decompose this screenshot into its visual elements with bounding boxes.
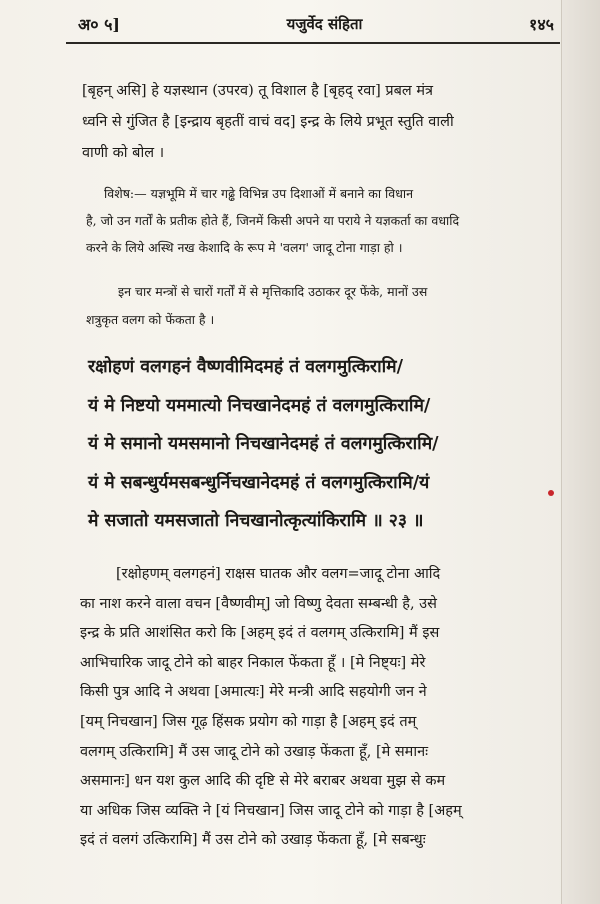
text-line: [यम् निचखान] जिस गूढ़ हिंसक प्रयोग को गाड़ा है [अहम् इदं तम्	[80, 713, 417, 730]
instruction-note	[86, 278, 556, 334]
text-line: विशेष:— यज्ञभूमि में चार गढ्ढे विभिन्न उप दिशाओं में बनाने का विधान	[104, 186, 414, 201]
text-line: [रक्षोहणम् वलगहनं] राक्षस घातक और वलग=जादू टोना आदि	[116, 566, 441, 582]
header-rule	[66, 42, 560, 44]
text-line: असमानः] धन यश कुल आदि की दृष्टि से मेरे बराबर अथवा मुझ से कम	[80, 773, 446, 790]
mantra-verse	[88, 348, 558, 541]
chapter-marker: अ० ५]	[78, 15, 121, 34]
text-line: का नाश करने वाला वचन [वैष्णवीम्] जो विष्णु देवता सम्बन्धी है, उसे	[80, 595, 437, 612]
text-line: इन चार मन्त्रों से चारों गर्तों में से मृत्तिकादि उठाकर दूर फेंके, मानों उस	[118, 284, 428, 299]
text-line: वलगम् उत्किरामि] मैं उस जादू टोने को उखाड़ फेंकता हूँ, [मे समानः	[80, 743, 429, 760]
running-header	[78, 8, 554, 40]
verse-line: यं मे समानो यमसमानो निचखानेदमहं तं वलगमुत्किरामि/	[88, 434, 439, 454]
text-line: शत्रुकृत वलग को फेंकता है ।	[86, 312, 215, 327]
text-line: वाणी को बोल ।	[82, 145, 165, 161]
verse-line: मे सजातो यमसजातो निचखानोत्कृत्यांकिरामि ॥ २३ ॥	[88, 511, 424, 531]
verse-line: रक्षोहणं वलगहनं वैष्णवीमिदमहं तं वलगमुत्किरामि/	[88, 357, 403, 377]
page-title: यजुर्वेद संहिता	[286, 15, 363, 33]
adjacent-page-edge	[561, 0, 600, 904]
verse-line: यं मे सबन्धुर्यमसबन्धुर्निचखानेदमहं तं वलगमुत्किरामि/यं	[88, 472, 430, 493]
text-line: इदं तं वलगं उत्किरामि] मैं उस टोने को उखाड़ फेंकता हूँ, [मे सबन्धुः	[80, 832, 426, 849]
text-line: इन्द्र के प्रति आशंसित करो कि [अहम् इदं तं वलगम् उत्किरामि] मैं इस	[80, 625, 440, 642]
text-line: [बृहन् असि] हे यज्ञस्थान (उपरव) तू विशाल है [बृहद् रवा] प्रबल मंत्र	[82, 83, 433, 99]
commentary-paragraph-1	[82, 76, 558, 169]
text-line: करने के लिये अस्थि नख केशादि के रूप मे 'वलग' जादू टोना गाड़ा हो ।	[86, 240, 403, 255]
text-line: किसी पुत्र आदि ने अथवा [अमात्यः] मेरे मन्त्री आदि सहयोगी जन ने	[80, 684, 427, 701]
text-line: आभिचारिक जादू टोने को बाहर निकाल फेंकता हूँ । [मे निष्ट्यः] मेरे	[80, 654, 426, 671]
red-ink-mark	[548, 490, 554, 496]
special-note	[86, 180, 556, 261]
page-number: १४५	[529, 15, 554, 34]
text-line: है, जो उन गर्तों के प्रतीक होते हैं, जिनमें किसी अपने या पराये ने यज्ञकर्ता का वधादि	[86, 213, 460, 228]
text-line: ध्वनि से गुंजित है [इन्द्राय बृहतीं वाचं वद] इन्द्र के लिये प्रभूत स्तुति वाली	[82, 114, 454, 130]
verse-line: यं मे निष्टयो यममात्यो निचखानेदमहं तं वलगमुत्किरामि/	[88, 395, 431, 416]
text-line: या अधिक जिस व्यक्ति ने [यं निचखान] जिस जादू टोने को गाड़ा है [अहम्	[80, 802, 462, 819]
commentary-paragraph-2	[80, 560, 556, 856]
